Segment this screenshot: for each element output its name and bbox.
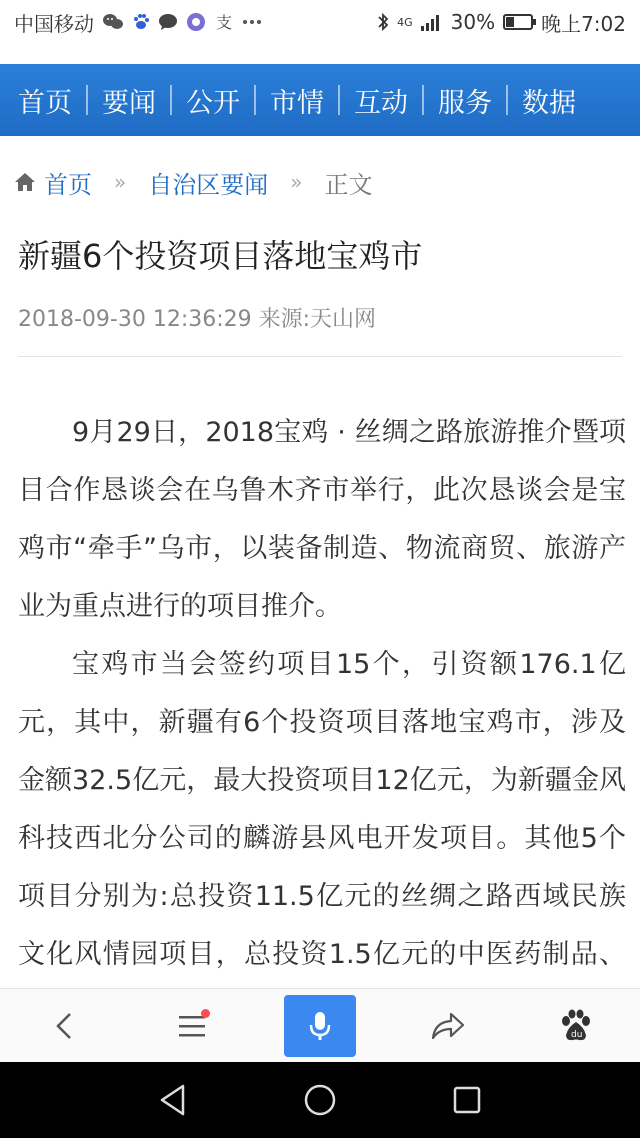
circle-home-icon bbox=[303, 1083, 337, 1117]
nav-item[interactable]: 首页 bbox=[18, 87, 72, 119]
system-recents-button[interactable] bbox=[437, 1070, 497, 1130]
carrier-label: 中国移动 bbox=[14, 11, 94, 36]
microphone-icon bbox=[307, 1010, 333, 1042]
alipay-icon bbox=[214, 12, 234, 32]
breadcrumb-home[interactable]: 首页 bbox=[44, 170, 92, 199]
article-meta: 2018-09-30 12:36:29 来源:天山网 bbox=[18, 307, 377, 332]
nav-item[interactable]: 市情 bbox=[270, 87, 324, 119]
breadcrumb-current: 正文 bbox=[324, 170, 373, 199]
nav-item[interactable]: 互动 bbox=[354, 87, 408, 119]
back-icon bbox=[52, 1011, 76, 1041]
svg-text:支: 支 bbox=[216, 13, 233, 32]
home-icon[interactable] bbox=[14, 172, 36, 192]
more-icon bbox=[242, 19, 262, 25]
article-body bbox=[18, 404, 626, 990]
app-icon bbox=[186, 12, 206, 32]
baidu-paw-icon bbox=[132, 13, 150, 31]
article-paragraph: 宝鸡市当会签约项目15个，引资额176.1亿元，其中，新疆有6个投资项目落地宝鸡市，涉及金额32.5亿元，最大投资项目12亿元，为新疆金风科技西北分公司的麟游县风电开发项目。其他5个项目分别为:总投资11.5亿元的丝绸之路西域民族文化风情园项目，总投资1.5亿元的中医药制品、 bbox=[18, 649, 626, 970]
baidu-home-button[interactable] bbox=[540, 995, 612, 1057]
wechat-icon bbox=[102, 13, 124, 31]
system-nav-bar bbox=[0, 1062, 640, 1138]
chat-bubble-icon bbox=[158, 13, 178, 31]
back-button[interactable] bbox=[28, 995, 100, 1057]
article-paragraph: 9月29日，2018宝鸡 · 丝绸之路旅游推介暨项目合作恳谈会在乌鲁木齐市举行，此次恳谈会是宝鸡市“牵手”乌市，以装备制造、物流商贸、旅游产业为重点进行的项目推介。 bbox=[18, 417, 626, 622]
article-title: 新疆6个投资项目落地宝鸡市 bbox=[18, 237, 423, 275]
svg-text:du: du bbox=[571, 1029, 583, 1040]
nav-item[interactable]: 要闻 bbox=[102, 87, 156, 119]
divider bbox=[18, 356, 622, 357]
breadcrumb-separator: » bbox=[290, 170, 303, 194]
share-button[interactable] bbox=[412, 995, 484, 1057]
signal-icon bbox=[421, 13, 443, 31]
system-home-button[interactable] bbox=[290, 1070, 350, 1130]
breadcrumb bbox=[14, 162, 373, 202]
bottom-toolbar bbox=[0, 988, 640, 1062]
clock: 晚上7:02 bbox=[541, 11, 626, 36]
status-bar bbox=[0, 0, 640, 44]
nav-item[interactable]: 公开 bbox=[186, 87, 240, 119]
top-nav bbox=[0, 64, 640, 136]
battery-icon bbox=[503, 14, 533, 30]
breadcrumb-section[interactable]: 自治区要闻 bbox=[148, 170, 269, 199]
triangle-back-icon bbox=[157, 1083, 189, 1117]
notification-dot bbox=[201, 1009, 210, 1018]
square-recents-icon bbox=[452, 1085, 482, 1115]
nav-item[interactable]: 数据 bbox=[522, 87, 576, 119]
battery-percent: 30% bbox=[450, 10, 496, 34]
share-icon bbox=[431, 1011, 465, 1041]
voice-search-button[interactable] bbox=[284, 995, 356, 1057]
menu-button[interactable] bbox=[156, 995, 228, 1057]
nav-item[interactable]: 服务 bbox=[438, 87, 492, 119]
bluetooth-icon bbox=[377, 12, 389, 32]
network-type: 4G bbox=[397, 15, 413, 29]
system-back-button[interactable] bbox=[143, 1070, 203, 1130]
baidu-paw-icon bbox=[559, 1009, 593, 1043]
breadcrumb-separator: » bbox=[114, 170, 127, 194]
